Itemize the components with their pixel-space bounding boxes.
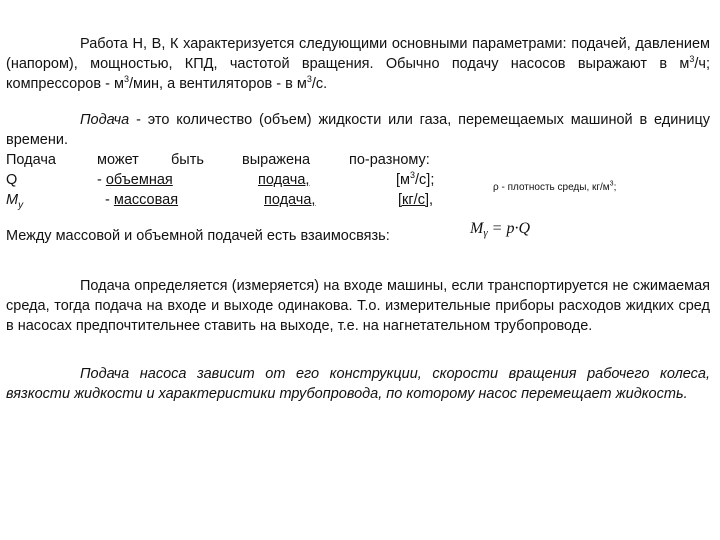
paragraph-definition: Подача - это количество (объем) жидкости или газа, перемещаемых машиной в единицу времени. <box>6 112 710 148</box>
document-page: Работа Н, В, К характеризуется следующими основными параметрами: подачей, давлением (напором), мощностью, КПД, частотой вращения. Обычно подачу насосов выражают в $м^3/ч$; компрессоров - $м^3$/мин, а вентиляторов - в $м^3/с$. Подача - это количество (объем) жидкости или газа, перемещаемых машиной в единицу времени. Подача может быть выражена по-разному: Q - объемная подача, $[м^3/с]$; $M_у$ - массовая подача, [кг/с], ρ - плотность среды, $кг/м^3$; Между массовой и объемной подачей есть взаимосвязь: $M_\gamma = p\cdot Q$ Подача определяется (измеряется) на входе машины, если транспортируется не сжимаемая среда, тогда подача на входе и выходе одинакова. Т.о. измерительные приборы расходов жидких сред в насосах предпочтительнее ставить на выходе, т.е. на нагнетательном трубопроводе. Подача насоса зависит от его конструкции, скорости вращения рабочего колеса, вязкости жидкости и характеристики трубопровода, по которому насос перемещает жидкость. <box>6 36 710 402</box>
mass-flow-formula: $M_\gamma = p\cdot Q$ <box>470 220 531 239</box>
density-note: ρ - плотность среды, $кг/м^3$; <box>493 180 617 193</box>
relation-text: Между массовой и объемной подачей есть взаимосвязь: <box>6 228 390 244</box>
term-podacha: Подача <box>80 112 130 128</box>
paragraph-dependence: Подача насоса зависит от его конструкции, скорости вращения рабочего колеса, вязкости жидкости и характеристики трубопровода, по которому насос перемещает жидкость. <box>6 366 710 402</box>
paragraph-measurement: Подача определяется (измеряется) на входе машины, если транспортируется не сжимаемая среда, тогда подача на входе и выходе одинакова. Т.о. измерительные приборы расходов жидких сред в насосах предпочтительнее ставить на выходе, т.е. на нагнетательном трубопроводе. <box>6 278 710 334</box>
paragraph-parameters: Работа Н, В, К характеризуется следующими основными параметрами: подачей, давлением (напором), мощностью, КПД, частотой вращения. Обычно подачу насосов выражают в $м^3/ч$; компрессоров - $м^3$/мин, а вентиляторов - в $м^3/с$. <box>6 36 710 92</box>
